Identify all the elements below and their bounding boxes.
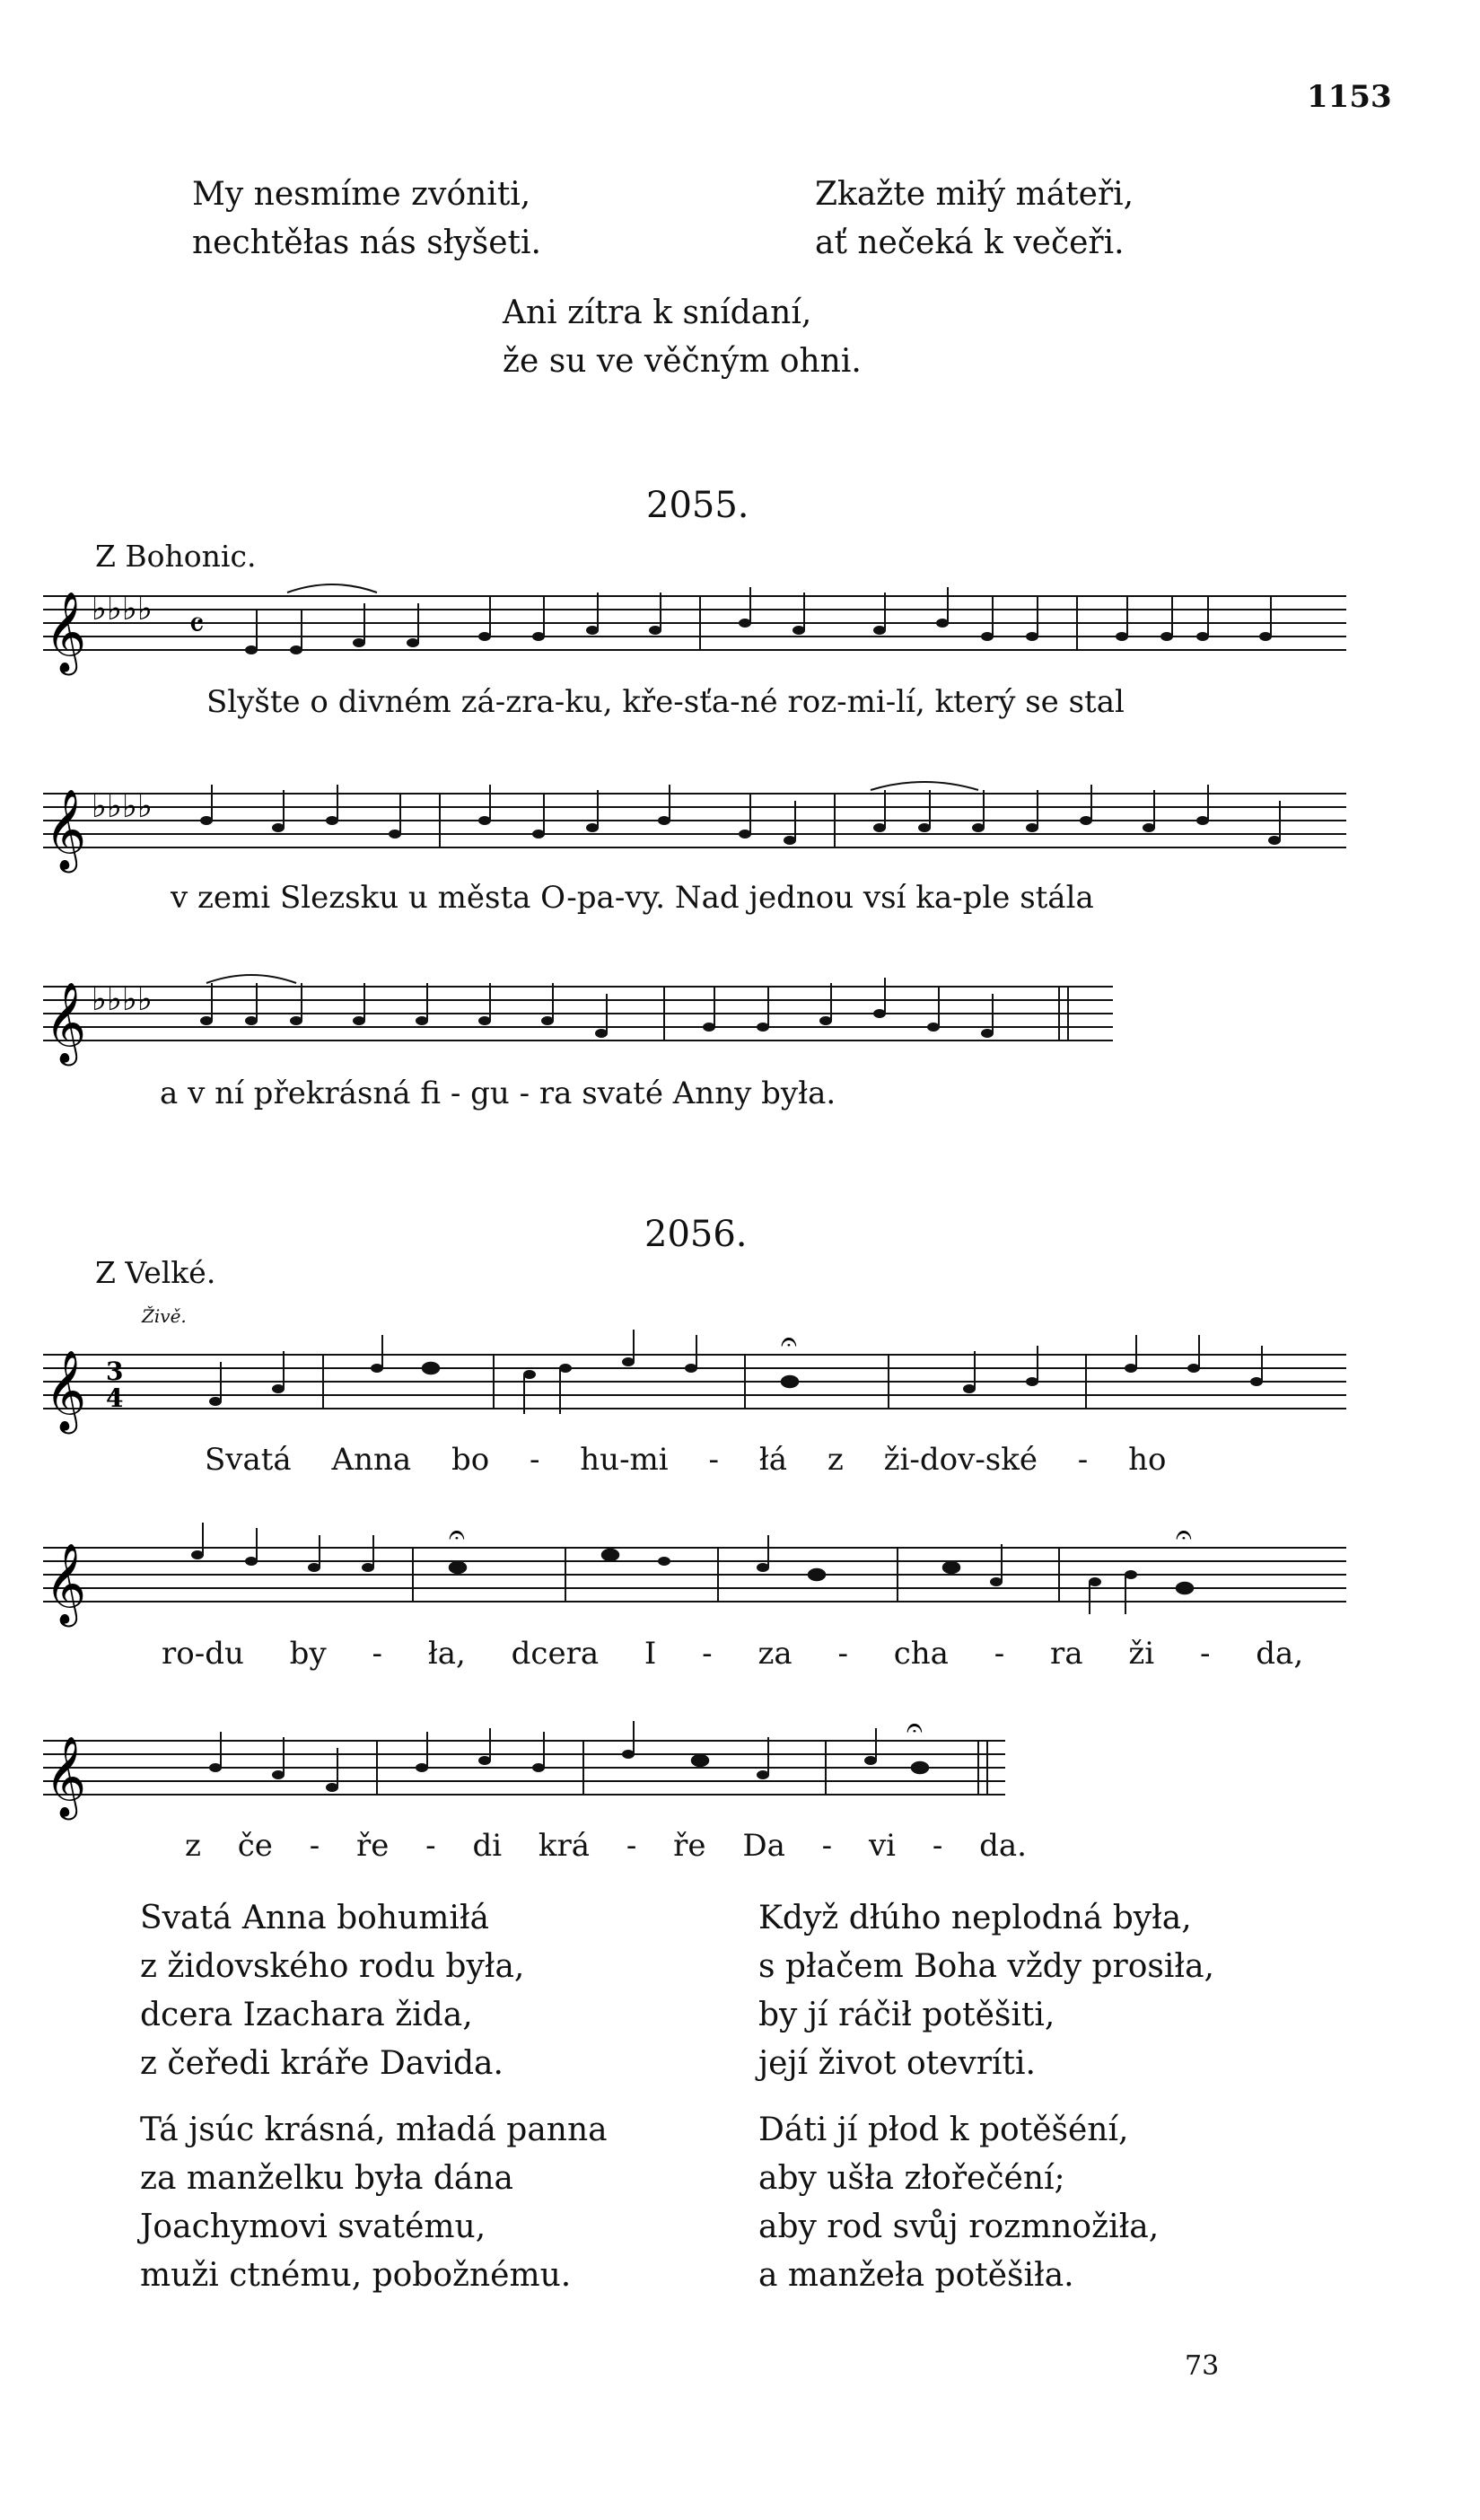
verse-line: Dáti jí płod k potěšéní,	[758, 2112, 1129, 2148]
verse-line: Když dłúho neplodná była,	[758, 1900, 1192, 1936]
fermata-icon: 𝄐	[906, 1710, 923, 1744]
song-number: 2055.	[646, 485, 749, 526]
common-time-icon: 𝄴	[188, 605, 205, 646]
verse-line: Tá jsúc krásná, mładá panna	[140, 2112, 608, 2148]
music-staff	[36, 1324, 1355, 1432]
treble-clef-icon: 𝄞	[45, 982, 87, 1063]
intro-verse-left	[192, 171, 541, 268]
music-staff	[36, 974, 1131, 1064]
verse-line: její život otevríti.	[758, 2045, 1036, 2082]
music-staff	[36, 1517, 1355, 1625]
fermata-icon: 𝄐	[781, 1324, 797, 1358]
verse-line: z židovského rodu była,	[140, 1948, 525, 1985]
verse-line: nechtěłas nás słyšeti.	[192, 224, 541, 261]
lyric-line: Slyšte o divném zá-zra-ku, kře-sťa-né roz-mi-lí, který se stal	[206, 684, 1125, 720]
notes	[200, 782, 1281, 847]
stanza	[758, 1894, 1214, 2088]
verse-line: Joachymovi svatému,	[140, 2208, 486, 2245]
verse-line: že su ve věčným ohni.	[503, 343, 862, 380]
fermata-icon: 𝄐	[449, 1517, 465, 1551]
intro-verse-right	[815, 171, 1134, 268]
treble-clef-icon: 𝄞	[45, 592, 87, 672]
verse-line: za manželku była dána	[140, 2160, 514, 2197]
lyric-line: Svatá Anna bo - hu-mi - łá z ži-dov-ské - ho	[205, 1442, 1167, 1478]
treble-clef-icon: 𝄞	[45, 1543, 87, 1624]
treble-clef-icon: 𝄞	[45, 789, 87, 870]
verse-block-left	[140, 1894, 608, 2300]
verse-line: ať nečeká k večeři.	[815, 224, 1125, 261]
stanza	[758, 2106, 1214, 2300]
flat-icon: ♭♭♭♭	[92, 788, 153, 825]
page-number: 1153	[1307, 79, 1392, 115]
verse-line: s płačem Boha vždy prosiła,	[758, 1948, 1214, 1985]
music-staff	[36, 584, 1355, 673]
stanza	[140, 2106, 608, 2300]
treble-clef-icon: 𝄞	[45, 1736, 87, 1817]
song-number: 2056.	[644, 1214, 748, 1255]
notes	[245, 587, 1272, 654]
verse-line: a manžeła potěšiła.	[758, 2257, 1074, 2294]
staff-lines	[43, 1741, 1005, 1795]
lyric-line: v zemi Slezsku u města O-pa-vy. Nad jednou vsí ka-ple stála	[171, 880, 1094, 916]
verse-line: dcera Izachara žida,	[140, 1997, 473, 2033]
verse-line: z čeředi kráře Davida.	[140, 2045, 504, 2082]
verse-line: My nesmíme zvóniti,	[192, 176, 531, 213]
fermata-icon: 𝄐	[1176, 1517, 1192, 1551]
verse-line: Svatá Anna bohumiłá	[140, 1900, 489, 1936]
music-staff	[36, 781, 1355, 871]
flat-icon: ♭♭♭♭	[92, 981, 153, 1018]
song-origin: Z Velké.	[95, 1255, 216, 1290]
staff-lines	[43, 794, 1346, 847]
music-staff	[36, 1710, 1023, 1818]
three-four-time-icon: 3	[106, 1357, 124, 1386]
treble-clef-icon: 𝄞	[45, 1350, 87, 1431]
verse-block-right	[758, 1894, 1214, 2300]
staff-lines	[43, 1548, 1346, 1602]
slur-mark	[871, 782, 978, 790]
notes	[191, 1517, 1193, 1614]
verse-line: aby rod svůj rozmnožiła,	[758, 2208, 1160, 2245]
tempo-marking: Živě.	[142, 1305, 187, 1327]
flat-icon: ♭♭♭♭	[92, 591, 153, 628]
stanza	[140, 1894, 608, 2088]
verse-line: Zkažte miłý máteři,	[815, 176, 1134, 213]
verse-line: by jí ráčił potěšiti,	[758, 1997, 1055, 2033]
staff-lines	[43, 987, 1113, 1040]
slur-mark	[206, 975, 296, 983]
lyric-line: z če - ře - di krá - ře Da - vi - da.	[185, 1828, 1027, 1864]
lyric-line: ro-du by - ła, dcera I - za - cha - ra ži - da,	[162, 1636, 1304, 1672]
verse-line: muži ctnému, pobožnému.	[140, 2257, 572, 2294]
lyric-line: a v ní překrásná fi - gu - ra svaté Anny była.	[160, 1076, 836, 1111]
song-origin: Z Bohonic.	[95, 539, 257, 574]
svg-text:4: 4	[106, 1383, 124, 1413]
signature-mark: 73	[1185, 2350, 1220, 2382]
staff-lines	[43, 1355, 1346, 1409]
slur-mark	[287, 584, 377, 593]
verse-line: aby ušła złořečéní;	[758, 2160, 1065, 2197]
verse-line: Ani zítra k snídaní,	[503, 294, 812, 331]
intro-verse-center	[503, 289, 862, 386]
staff-lines	[43, 596, 1346, 650]
